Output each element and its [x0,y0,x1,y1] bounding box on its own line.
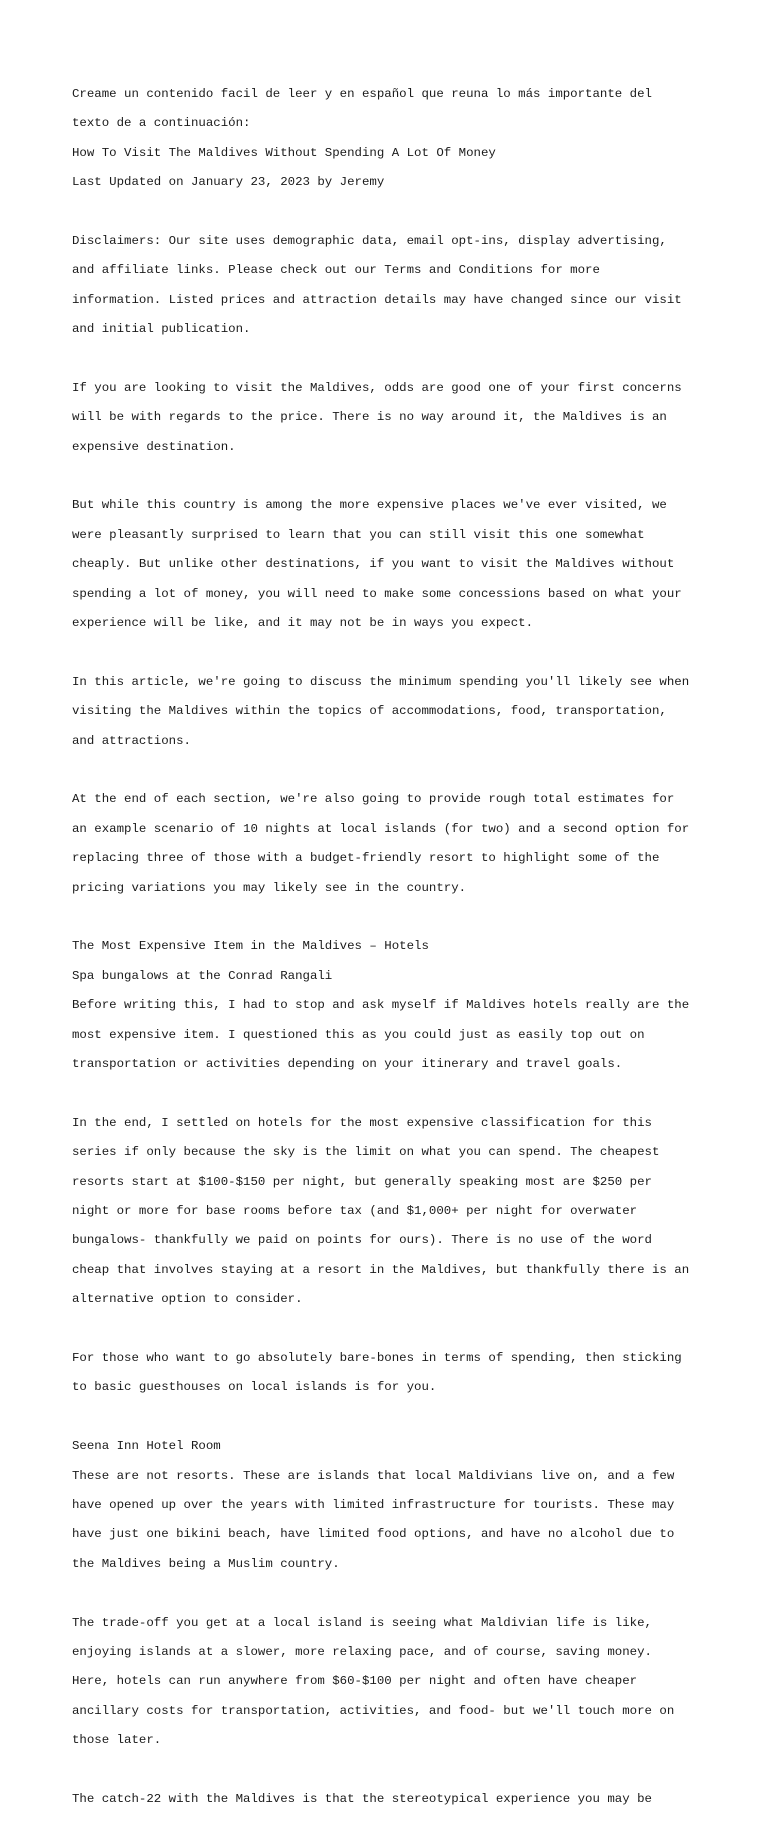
text-line: Disclaimers: Our site uses demographic data, email opt-ins, display advertising, [72,233,667,248]
text-line: and initial publication. [72,321,251,336]
text-line: information. Listed prices and attraction details may have changed since our visit [72,292,682,307]
section-heading: The Most Expensive Item in the Maldives – Hotels [72,939,429,954]
text-line: the Maldives being a Muslim country. [72,1556,340,1571]
text-line: The trade-off you get at a local island is seeing what Maldivian life is like, [72,1615,652,1630]
text-line: have just one bikini beach, have limited food options, and have no alcohol due to [72,1527,675,1542]
text-line: For those who want to go absolutely bare-bones in terms of spending, then sticking [72,1351,682,1366]
paragraph-article-scope [72,660,702,763]
text-line: If you are looking to visit the Maldives, odds are good one of your first concerns [72,380,682,395]
text-line: and affiliate links. Please check out our Terms and Conditions for more [72,263,600,278]
text-line: to basic guesthouses on local islands is for you. [72,1380,437,1395]
text-line: texto de a continuación: [72,116,251,131]
paragraph-trade-off [72,1601,702,1763]
image-caption: Seena Inn Hotel Room [72,1439,221,1454]
text-line: bungalows- thankfully we paid on points for ours). There is no use of the word [72,1233,652,1248]
text-line: Here, hotels can run anywhere from $60-$100 per night and often have cheaper [72,1674,638,1689]
text-line: expensive destination. [72,439,236,454]
paragraph-intro [72,366,702,469]
text-line: experience will be like, and it may not be in ways you expect. [72,615,534,630]
text-line: pricing variations you may likely see in the country. [72,880,467,895]
text-line: cheap that involves staying at a resort in the Maldives, but thankfully there is an [72,1262,690,1277]
text-line: These are not resorts. These are islands that local Maldivians live on, and a few [72,1468,675,1483]
text-line: At the end of each section, we're also going to provide rough total estimates for [72,792,675,807]
text-line: cheaply. But unlike other destinations, if you want to visit the Maldives without [72,557,675,572]
last-updated: Last Updated on January 23, 2023 by Jeremy [72,174,385,189]
text-line: most expensive item. I questioned this as you could just as easily top out on [72,1027,645,1042]
paragraph-hotel-prices [72,1101,702,1322]
text-line: In the end, I settled on hotels for the most expensive classification for this [72,1115,652,1130]
text-line: In this article, we're going to discuss the minimum spending you'll likely see when [72,674,690,689]
article-title: How To Visit The Maldives Without Spending A Lot Of Money [72,145,496,160]
text-line: will be with regards to the price. There is no way around it, the Maldives is an [72,410,667,425]
text-line: enjoying islands at a slower, more relaxing pace, and of course, saving money. [72,1645,652,1660]
document-body [72,72,702,1836]
text-line: The catch-22 with the Maldives is that the stereotypical experience you may be [72,1792,652,1807]
text-line: series if only because the sky is the limit on what you can spend. The cheapest [72,1145,660,1160]
paragraph-hotels-section [72,925,702,1087]
text-line: replacing three of those with a budget-friendly resort to highlight some of the [72,851,660,866]
paragraph-local-islands [72,1425,702,1587]
text-line: resorts start at $100-$150 per night, but generally speaking most are $250 per [72,1174,652,1189]
text-line: spending a lot of money, you will need to make some concessions based on what your [72,586,682,601]
text-line: Creame un contenido facil de leer y en español que reuna lo más importante del [72,86,652,101]
text-line: and attractions. [72,733,191,748]
text-line: transportation or activities depending on your itinerary and travel goals. [72,1057,623,1072]
paragraph-disclaimers [72,219,702,351]
text-line: night or more for base rooms before tax (and $1,000+ per night for overwater [72,1204,638,1219]
text-line: were pleasantly surprised to learn that you can still visit this one somewhat [72,527,645,542]
paragraph-expensive [72,484,702,646]
text-line: ancillary costs for transportation, activities, and food- but we'll touch more on [72,1703,675,1718]
paragraph-request [72,72,702,204]
text-line: alternative option to consider. [72,1292,303,1307]
text-line: have opened up over the years with limited infrastructure for tourists. These may [72,1498,675,1513]
text-line: Before writing this, I had to stop and ask myself if Maldives hotels really are the [72,998,690,1013]
paragraph-catch-22 [72,1777,702,1821]
paragraph-guesthouses [72,1336,702,1410]
image-caption: Spa bungalows at the Conrad Rangali [72,968,333,983]
text-line: visiting the Maldives within the topics of accommodations, food, transportation, [72,704,667,719]
paragraph-estimates [72,778,702,910]
text-line: an example scenario of 10 nights at local islands (for two) and a second option for [72,821,690,836]
text-line: those later. [72,1733,162,1748]
text-line: But while this country is among the more expensive places we've ever visited, we [72,498,667,513]
